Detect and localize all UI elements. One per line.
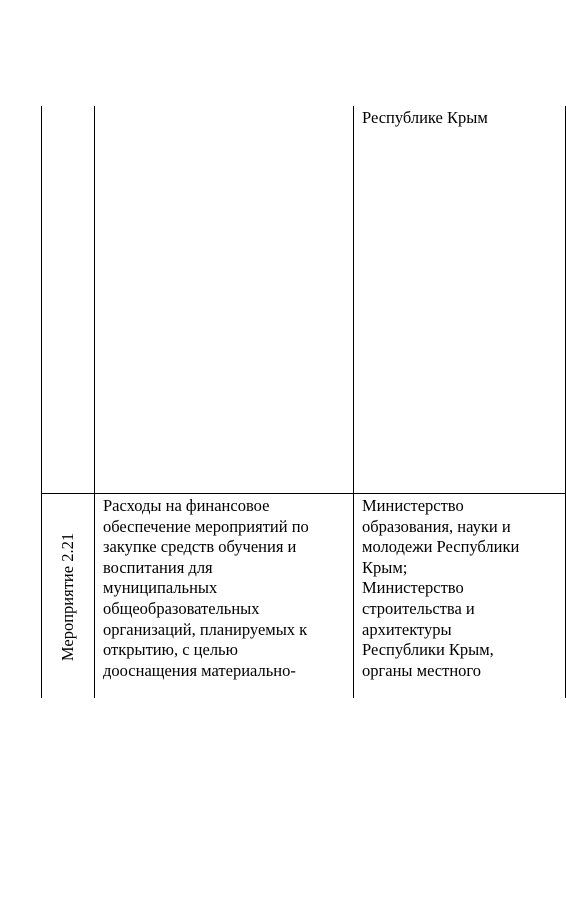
table-cell-row-221-col2: Расходы на финансовое обеспечение мероприятий по закупке средств обучения и воспитания для муниципальных общеобразовательных организаций, планируемых к открытию, с целью дооснащения материально-	[103, 496, 309, 680]
table-cell-row-221-col1	[42, 495, 94, 698]
measure-number-label: Мероприятие 2.21	[58, 532, 77, 661]
table-border-col1	[94, 106, 95, 698]
table-cell-row-prev-col3: Республике Крым	[362, 108, 488, 127]
table-cell-row-221-col3: Министерство образования, науки и молодежи Республики Крым; Министерство строительства и архитектуры Республики Крым, органы местного	[362, 496, 520, 680]
table-row-divider	[41, 493, 566, 494]
table-border-col2	[353, 106, 354, 698]
